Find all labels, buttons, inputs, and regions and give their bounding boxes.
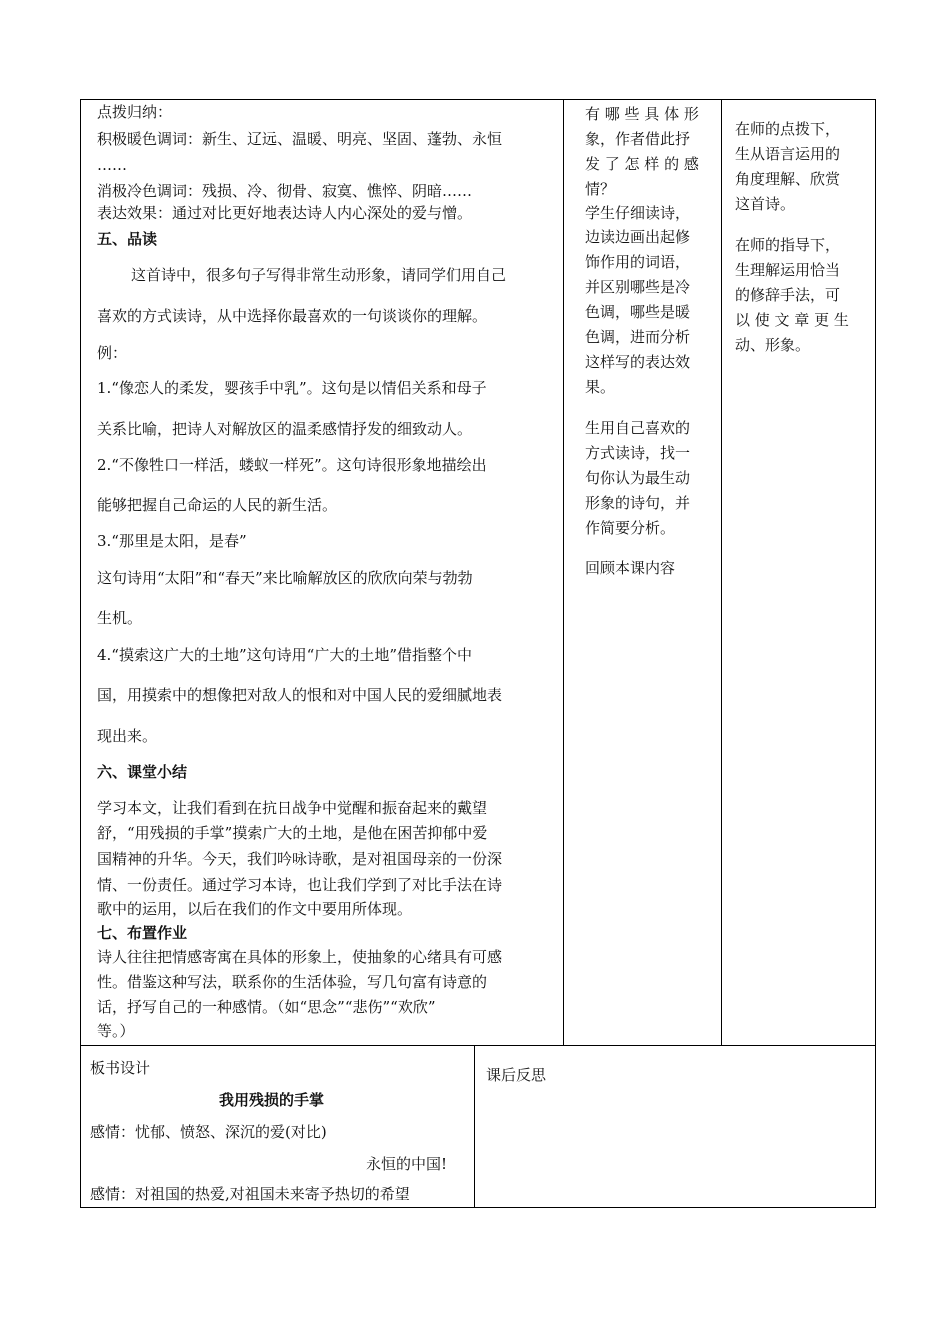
summary-text-line: 舒，“用残损的手掌”摸索广大的土地，是他在困苦抑郁中爱: [97, 824, 488, 842]
student-line: 并区别哪些是冷: [585, 278, 691, 296]
intent-line: 在师的点拨下，: [735, 120, 841, 138]
student-line: 情？: [585, 180, 616, 198]
design-intent-cell: [735, 102, 870, 402]
student-line: 发 了 怎 样 的 感: [585, 155, 699, 173]
board-title: 我用残损的手掌: [219, 1091, 325, 1109]
pindu-line: 能够把握自己命运的人民的新生活。: [97, 496, 338, 514]
cold-words-line: 消极冷色调词：残损、冷、彻骨、寂寞、憔悴、阴暗……: [97, 182, 473, 200]
homework-line: 性。借鉴这种写法，联系你的生活体验，写几句富有诗意的: [97, 973, 488, 991]
pindu-line: 国，用摸索中的想像把对敌人的恨和对中国人民的爱细腻地表: [97, 686, 503, 704]
homework-line: 话，抒写自己的一种感情。（如“思念”“悲伤”“欢欣”: [97, 998, 436, 1016]
homework-line: 等。）: [97, 1022, 135, 1040]
pindu-line: 生机。: [97, 609, 143, 627]
pindu-line: 这句诗用“太阳”和“春天”来比喻解放区的欣欣向荣与勃勃: [97, 569, 473, 587]
student-line: 果。: [585, 378, 616, 396]
student-line: 这样写的表达效: [585, 353, 691, 371]
student-line: 形象的诗句，并: [585, 494, 691, 512]
intent-line: 生从语言运用的: [735, 145, 841, 163]
section7-title: 七、布置作业: [97, 924, 188, 942]
pindu-line: 3.“那里是太阳，是春”: [97, 532, 247, 550]
student-line: 生用自己喜欢的: [585, 419, 691, 437]
intent-line: 这首诗。: [735, 195, 796, 213]
reflection-label: 课后反思: [486, 1066, 547, 1084]
board-label: 板书设计: [90, 1059, 151, 1077]
pindu-line: 4.“摸索这广大的土地”这句诗用“广大的土地”借指整个中: [97, 646, 472, 664]
student-line: 学生仔细读诗，: [585, 204, 691, 222]
pindu-line: 现出来。: [97, 727, 158, 745]
pindu-line: 1.“像恋人的柔发，婴孩手中乳”。这句是以情侣关系和母子: [97, 379, 487, 397]
intent-line: 角度理解、欣赏: [735, 170, 841, 188]
board-emotion-line: 感情：对祖国的热爱,对祖国未来寄予热切的希望: [90, 1185, 410, 1203]
pindu-line: 2.“不像牲口一样活，蝼蚁一样死”。这句诗很形象地描绘出: [97, 456, 487, 474]
effect-line: 表达效果：通过对比更好地表达诗人内心深处的爱与憎。: [97, 204, 473, 222]
intent-line: 生理解运用恰当: [735, 261, 841, 279]
student-line: 方式读诗，找一: [585, 444, 691, 462]
section6-title: 六、课堂小结: [97, 763, 188, 781]
summary-text-line: 国精神的升华。今天，我们吟咏诗歌，是对祖国母亲的一份深: [97, 850, 503, 868]
warm-words-ellipsis: ……: [97, 156, 127, 174]
summary-text-line: 情、一份责任。通过学习本诗，也让我们学到了对比手法在诗: [97, 876, 503, 894]
summary-text-line: 歌中的运用，以后在我们的作文中要用所体现。: [97, 900, 413, 918]
main-content-cell: [97, 102, 559, 1042]
board-eternal-line: 永恒的中国!: [366, 1155, 448, 1173]
summary-heading: 点拨归纳：: [97, 103, 173, 121]
column-divider-1: [563, 99, 564, 1046]
student-line: 作简要分析。: [585, 519, 676, 537]
column-divider-lower: [474, 1045, 475, 1208]
column-divider-2: [721, 99, 722, 1046]
student-line: 色调，进而分析: [585, 328, 691, 346]
student-line: 色调，哪些是暖: [585, 303, 691, 321]
reflection-cell: [486, 1050, 866, 1205]
board-emotion-line: 感情：忧郁、愤怒、深沉的爱(对比): [90, 1123, 327, 1141]
intent-line: 动、形象。: [735, 336, 811, 354]
summary-text-line: 学习本文，让我们看到在抗日战争中觉醒和振奋起来的戴望: [97, 799, 488, 817]
intent-line: 的修辞手法，可: [735, 286, 841, 304]
student-line: 饰作用的词语，: [585, 253, 691, 271]
pindu-line: 喜欢的方式读诗，从中选择你最喜欢的一句谈谈你的理解。: [97, 307, 488, 325]
pindu-line: 这首诗中，很多句子写得非常生动形象，请同学们用自己: [131, 266, 507, 284]
pindu-line: 关系比喻，把诗人对解放区的温柔感情抒发的细致动人。: [97, 420, 473, 438]
student-line: 边读边画出起修: [585, 228, 691, 246]
warm-words-line: 积极暖色调词：新生、辽远、温暖、明亮、坚固、蓬勃、永恒: [97, 130, 503, 148]
student-line: 句你认为最生动: [585, 469, 691, 487]
homework-line: 诗人往往把情感寄寓在具体的形象上，使抽象的心绪具有可感: [97, 948, 503, 966]
intent-line: 以 使 文 章 更 生: [735, 311, 849, 329]
student-line: 回顾本课内容: [585, 559, 676, 577]
student-line: 象，作者借此抒: [585, 130, 691, 148]
pindu-line: 例：: [97, 344, 128, 362]
student-activity-cell: [585, 102, 717, 702]
intent-line: 在师的指导下，: [735, 236, 841, 254]
section5-title: 五、品读: [97, 230, 158, 248]
board-design-cell: [90, 1050, 470, 1205]
student-line: 有 哪 些 具 体 形: [585, 105, 699, 123]
